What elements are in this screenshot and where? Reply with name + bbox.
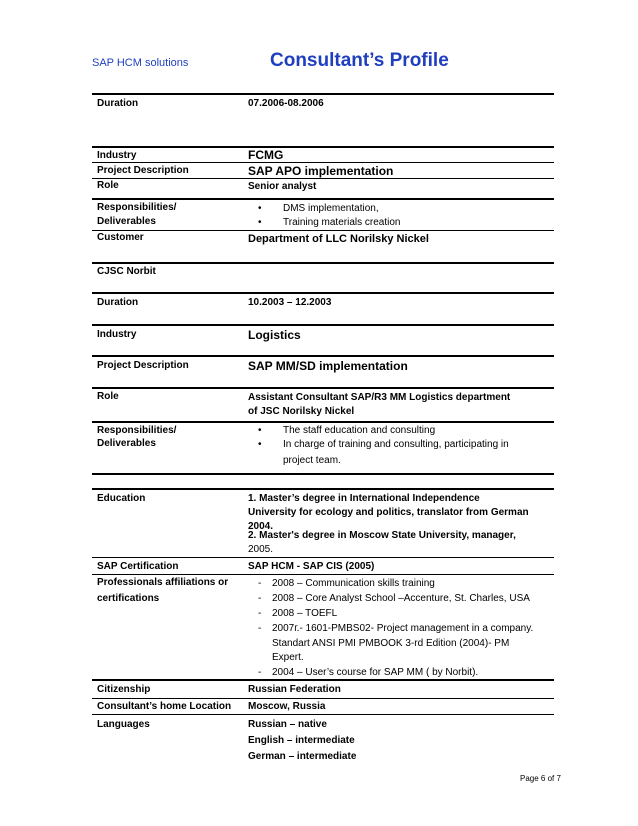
bullet-icon: •	[258, 425, 262, 436]
company-name: CJSC Norbit	[97, 266, 156, 277]
role-value: Senior analyst	[248, 181, 317, 192]
rule	[92, 324, 554, 326]
list-item	[258, 203, 379, 214]
rule	[92, 262, 554, 264]
list-item-text: 2008 – TOEFL	[272, 608, 338, 619]
industry-label: Industry	[97, 329, 137, 340]
list-item-text: The staff education and consulting	[283, 425, 436, 436]
citizenship-label: Citizenship	[97, 684, 151, 695]
dash-marker: -	[258, 593, 262, 604]
list-item	[258, 217, 400, 228]
industry-label: Industry	[97, 150, 137, 161]
rule	[92, 387, 554, 389]
rule	[92, 355, 554, 357]
duration-label: Duration	[97, 98, 139, 109]
duration-value: 10.2003 – 12.2003	[248, 297, 332, 308]
rule	[92, 488, 554, 490]
industry-value: Logistics	[248, 328, 301, 342]
home-location-label: Consultant’s home Location	[97, 701, 232, 712]
rule	[92, 292, 554, 294]
language-item: German – intermediate	[248, 751, 357, 762]
rule	[92, 679, 554, 681]
list-item	[258, 608, 337, 619]
page-title: Consultant’s Profile	[270, 50, 449, 71]
project-description-value: SAP APO implementation	[248, 164, 394, 178]
list-item-text: In charge of training and consulting, participating in	[283, 439, 509, 450]
list-item-text: 2008 – Communication skills training	[272, 578, 435, 589]
rule	[92, 574, 554, 575]
language-item: English – intermediate	[248, 735, 355, 746]
rule	[92, 146, 554, 148]
education-line: 2004.	[248, 521, 274, 532]
role-value-line1: Assistant Consultant SAP/R3 MM Logistics department	[248, 392, 511, 403]
bullet-icon: •	[258, 217, 262, 228]
affiliations-label: Professionals affiliations or	[97, 577, 229, 588]
home-location-value: Moscow, Russia	[248, 701, 326, 712]
project-description-label: Project Description	[97, 360, 189, 371]
list-item-continuation: Expert.	[272, 652, 304, 663]
citizenship-value: Russian Federation	[248, 684, 341, 695]
list-item	[258, 623, 533, 634]
dash-marker: -	[258, 623, 262, 634]
rule	[92, 698, 554, 699]
dash-marker: -	[258, 578, 262, 589]
languages-label: Languages	[97, 719, 150, 730]
bullet-icon: •	[258, 439, 262, 450]
rule	[92, 714, 554, 715]
dash-marker: -	[258, 667, 262, 678]
deliverables-label: Deliverables	[97, 216, 156, 227]
deliverables-label: Deliverables	[97, 438, 156, 449]
rule	[92, 230, 554, 231]
industry-value: FCMG	[248, 148, 284, 162]
duration-label: Duration	[97, 297, 139, 308]
education-line: 1. Master’s degree in International Independence	[248, 493, 480, 504]
header-company: SAP HCM solutions	[92, 57, 189, 69]
role-label: Role	[97, 391, 119, 402]
list-item-text: Training materials creation	[283, 217, 401, 228]
rule	[92, 178, 554, 179]
list-item-text: DMS implementation,	[283, 203, 379, 214]
education-label: Education	[97, 493, 146, 504]
page-number: Page 6 of 7	[520, 774, 561, 783]
rule	[92, 421, 554, 423]
project-description-label: Project Description	[97, 165, 189, 176]
affiliations-label-line2: certifications	[97, 593, 160, 604]
rule	[92, 198, 554, 200]
dash-marker: -	[258, 608, 262, 619]
sap-certification-value: SAP HCM - SAP CIS (2005)	[248, 561, 375, 572]
education-line: University for ecology and politics, translator from German	[248, 507, 529, 518]
list-item	[258, 425, 435, 436]
customer-label: Customer	[97, 232, 144, 243]
bullet-icon: •	[258, 203, 262, 214]
list-item	[258, 593, 530, 604]
responsibilities-label: Responsibilities/	[97, 425, 177, 436]
sap-certification-label: SAP Certification	[97, 561, 179, 572]
list-item	[258, 667, 478, 678]
list-item-continuation: Standart ANSI PMI PMBOOK 3-rd Edition (2004)- PM	[272, 638, 510, 649]
rule	[92, 557, 554, 558]
list-item	[258, 439, 509, 450]
list-item-text: 2007г.- 1601-PMBS02- Project management in a company.	[272, 623, 534, 634]
education-line: 2005.	[248, 544, 274, 555]
project-description-value: SAP MM/SD implementation	[248, 359, 408, 373]
rule	[92, 93, 554, 95]
responsibilities-label: Responsibilities/	[97, 202, 177, 213]
education-line: 2. Master's degree in Moscow State University, manager,	[248, 530, 516, 541]
list-item-text: 2004 – User’s course for SAP MM ( by Norbit).	[272, 667, 479, 678]
list-item	[258, 578, 435, 589]
role-label: Role	[97, 180, 119, 191]
rule	[92, 162, 554, 163]
role-value-line2: of JSC Norilsky Nickel	[248, 406, 355, 417]
rule	[92, 473, 554, 475]
customer-value: Department of LLC Norilsky Nickel	[248, 233, 429, 245]
duration-value: 07.2006-08.2006	[248, 98, 324, 109]
language-item: Russian – native	[248, 719, 327, 730]
list-item-continuation: project team.	[283, 455, 341, 466]
list-item-text: 2008 – Core Analyst School –Accenture, St. Charles, USA	[272, 593, 530, 604]
